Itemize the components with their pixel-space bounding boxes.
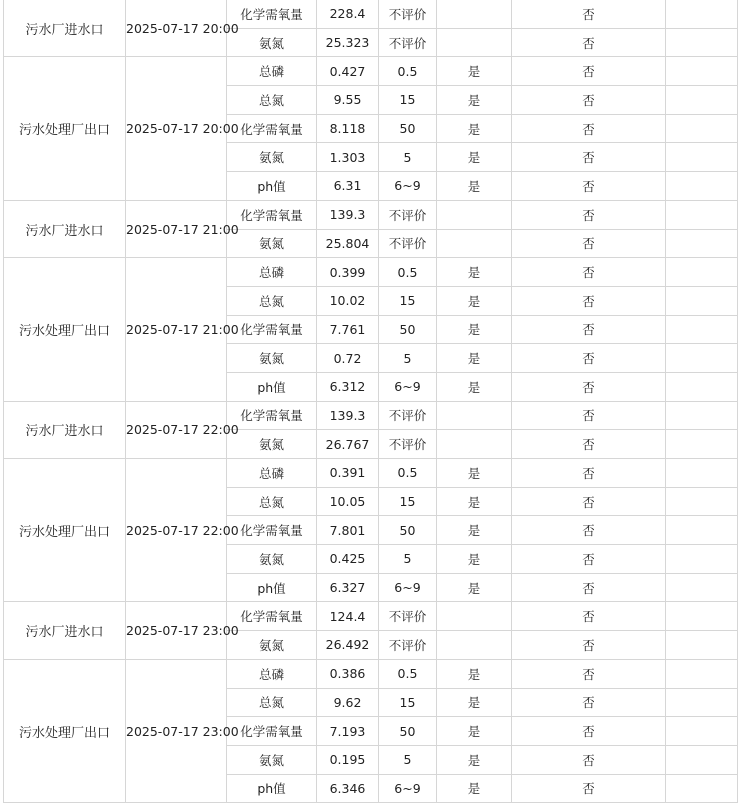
compliance-cell: 是 xyxy=(437,114,512,143)
measured-value-cell: 26.767 xyxy=(317,430,379,459)
standard-limit-cell: 0.5 xyxy=(379,57,437,86)
measured-value-cell: 139.3 xyxy=(317,401,379,430)
measured-value-cell: 6.31 xyxy=(317,172,379,201)
standard-limit-cell: 6~9 xyxy=(379,172,437,201)
pollutant-item-cell: 氨氮 xyxy=(227,545,317,574)
note-cell xyxy=(666,688,738,717)
measured-value-cell: 0.195 xyxy=(317,745,379,774)
standard-limit-cell: 6~9 xyxy=(379,372,437,401)
note-cell xyxy=(666,286,738,315)
compliance-cell: 是 xyxy=(437,86,512,115)
note-cell xyxy=(666,57,738,86)
note-cell xyxy=(666,459,738,488)
note-cell xyxy=(666,659,738,688)
compliance-cell: 是 xyxy=(437,143,512,172)
compliance-cell: 是 xyxy=(437,516,512,545)
exceedance-cell: 否 xyxy=(512,688,666,717)
standard-limit-cell: 15 xyxy=(379,286,437,315)
measured-value-cell: 7.193 xyxy=(317,717,379,746)
standard-limit-cell: 50 xyxy=(379,315,437,344)
note-cell xyxy=(666,114,738,143)
pollutant-item-cell: 总氮 xyxy=(227,688,317,717)
exceedance-cell: 否 xyxy=(512,545,666,574)
pollutant-item-cell: 总氮 xyxy=(227,286,317,315)
compliance-cell: 是 xyxy=(437,487,512,516)
note-cell xyxy=(666,229,738,258)
standard-limit-cell: 5 xyxy=(379,545,437,574)
measured-value-cell: 228.4 xyxy=(317,0,379,28)
monitoring-time-cell: 2025-07-17 22:00 xyxy=(126,459,227,602)
pollutant-item-cell: 氨氮 xyxy=(227,430,317,459)
exceedance-cell: 否 xyxy=(512,86,666,115)
measured-value-cell: 139.3 xyxy=(317,200,379,229)
monitoring-site-cell: 污水厂进水口 xyxy=(4,602,126,659)
note-cell xyxy=(666,143,738,172)
note-cell xyxy=(666,200,738,229)
pollutant-item-cell: 化学需氧量 xyxy=(227,516,317,545)
measured-value-cell: 0.399 xyxy=(317,258,379,287)
pollutant-item-cell: 氨氮 xyxy=(227,745,317,774)
compliance-cell: 是 xyxy=(437,573,512,602)
note-cell xyxy=(666,28,738,57)
exceedance-cell: 否 xyxy=(512,28,666,57)
measured-value-cell: 0.386 xyxy=(317,659,379,688)
exceedance-cell: 否 xyxy=(512,258,666,287)
measured-value-cell: 9.62 xyxy=(317,688,379,717)
measured-value-cell: 6.312 xyxy=(317,372,379,401)
compliance-cell: 是 xyxy=(437,286,512,315)
compliance-cell: 是 xyxy=(437,545,512,574)
pollutant-item-cell: 化学需氧量 xyxy=(227,401,317,430)
compliance-cell: 是 xyxy=(437,372,512,401)
compliance-cell xyxy=(437,28,512,57)
table-row xyxy=(4,459,738,488)
measured-value-cell: 1.303 xyxy=(317,143,379,172)
standard-limit-cell: 不评价 xyxy=(379,28,437,57)
monitoring-site-cell: 污水处理厂出口 xyxy=(4,459,126,602)
pollutant-item-cell: ph值 xyxy=(227,172,317,201)
pollutant-item-cell: 氨氮 xyxy=(227,28,317,57)
pollutant-item-cell: ph值 xyxy=(227,372,317,401)
note-cell xyxy=(666,516,738,545)
standard-limit-cell: 6~9 xyxy=(379,774,437,803)
compliance-cell xyxy=(437,631,512,660)
note-cell xyxy=(666,315,738,344)
monitoring-time-cell: 2025-07-17 23:00 xyxy=(126,602,227,659)
compliance-cell xyxy=(437,401,512,430)
standard-limit-cell: 0.5 xyxy=(379,258,437,287)
measured-value-cell: 25.804 xyxy=(317,229,379,258)
pollutant-item-cell: 化学需氧量 xyxy=(227,114,317,143)
monitoring-time-cell: 2025-07-17 21:00 xyxy=(126,200,227,257)
compliance-cell: 是 xyxy=(437,659,512,688)
compliance-cell: 是 xyxy=(437,344,512,373)
note-cell xyxy=(666,545,738,574)
monitoring-site-cell: 污水处理厂出口 xyxy=(4,258,126,401)
exceedance-cell: 否 xyxy=(512,602,666,631)
compliance-cell: 是 xyxy=(437,688,512,717)
note-cell xyxy=(666,258,738,287)
monitoring-site-cell: 污水厂进水口 xyxy=(4,0,126,57)
standard-limit-cell: 50 xyxy=(379,516,437,545)
measured-value-cell: 25.323 xyxy=(317,28,379,57)
note-cell xyxy=(666,602,738,631)
monitoring-site-cell: 污水处理厂出口 xyxy=(4,57,126,200)
standard-limit-cell: 0.5 xyxy=(379,659,437,688)
pollutant-item-cell: 总磷 xyxy=(227,659,317,688)
measured-value-cell: 0.391 xyxy=(317,459,379,488)
table-row xyxy=(4,602,738,631)
exceedance-cell: 否 xyxy=(512,745,666,774)
exceedance-cell: 否 xyxy=(512,430,666,459)
table-row xyxy=(4,57,738,86)
pollutant-item-cell: 化学需氧量 xyxy=(227,717,317,746)
measured-value-cell: 9.55 xyxy=(317,86,379,115)
measured-value-cell: 26.492 xyxy=(317,631,379,660)
pollutant-item-cell: 氨氮 xyxy=(227,229,317,258)
exceedance-cell: 否 xyxy=(512,0,666,28)
pollutant-item-cell: 总氮 xyxy=(227,86,317,115)
compliance-cell: 是 xyxy=(437,315,512,344)
note-cell xyxy=(666,745,738,774)
monitoring-time-cell: 2025-07-17 23:00 xyxy=(126,659,227,802)
table-row xyxy=(4,200,738,229)
measured-value-cell: 7.761 xyxy=(317,315,379,344)
standard-limit-cell: 0.5 xyxy=(379,459,437,488)
exceedance-cell: 否 xyxy=(512,344,666,373)
compliance-cell xyxy=(437,229,512,258)
pollutant-item-cell: 化学需氧量 xyxy=(227,200,317,229)
exceedance-cell: 否 xyxy=(512,286,666,315)
exceedance-cell: 否 xyxy=(512,516,666,545)
standard-limit-cell: 50 xyxy=(379,717,437,746)
exceedance-cell: 否 xyxy=(512,372,666,401)
pollutant-item-cell: 氨氮 xyxy=(227,631,317,660)
standard-limit-cell: 不评价 xyxy=(379,631,437,660)
exceedance-cell: 否 xyxy=(512,229,666,258)
monitoring-site-cell: 污水厂进水口 xyxy=(4,401,126,458)
standard-limit-cell: 15 xyxy=(379,688,437,717)
exceedance-cell: 否 xyxy=(512,143,666,172)
exceedance-cell: 否 xyxy=(512,114,666,143)
measured-value-cell: 124.4 xyxy=(317,602,379,631)
note-cell xyxy=(666,344,738,373)
compliance-cell: 是 xyxy=(437,172,512,201)
compliance-cell: 是 xyxy=(437,774,512,803)
table-row xyxy=(4,258,738,287)
exceedance-cell: 否 xyxy=(512,573,666,602)
standard-limit-cell: 不评价 xyxy=(379,430,437,459)
standard-limit-cell: 5 xyxy=(379,745,437,774)
pollutant-item-cell: 总氮 xyxy=(227,487,317,516)
exceedance-cell: 否 xyxy=(512,315,666,344)
measured-value-cell: 6.327 xyxy=(317,573,379,602)
standard-limit-cell: 50 xyxy=(379,114,437,143)
monitoring-data-table xyxy=(3,0,738,803)
measured-value-cell: 10.05 xyxy=(317,487,379,516)
standard-limit-cell: 不评价 xyxy=(379,229,437,258)
exceedance-cell: 否 xyxy=(512,57,666,86)
exceedance-cell: 否 xyxy=(512,200,666,229)
standard-limit-cell: 不评价 xyxy=(379,200,437,229)
pollutant-item-cell: 化学需氧量 xyxy=(227,602,317,631)
measured-value-cell: 0.72 xyxy=(317,344,379,373)
table-row xyxy=(4,659,738,688)
note-cell xyxy=(666,631,738,660)
standard-limit-cell: 不评价 xyxy=(379,0,437,28)
table-row xyxy=(4,0,738,28)
exceedance-cell: 否 xyxy=(512,659,666,688)
pollutant-item-cell: ph值 xyxy=(227,573,317,602)
measured-value-cell: 0.425 xyxy=(317,545,379,574)
pollutant-item-cell: 总磷 xyxy=(227,459,317,488)
standard-limit-cell: 不评价 xyxy=(379,401,437,430)
compliance-cell xyxy=(437,430,512,459)
compliance-cell: 是 xyxy=(437,745,512,774)
standard-limit-cell: 5 xyxy=(379,143,437,172)
standard-limit-cell: 15 xyxy=(379,86,437,115)
compliance-cell: 是 xyxy=(437,258,512,287)
note-cell xyxy=(666,0,738,28)
note-cell xyxy=(666,401,738,430)
note-cell xyxy=(666,372,738,401)
pollutant-item-cell: ph值 xyxy=(227,774,317,803)
standard-limit-cell: 15 xyxy=(379,487,437,516)
note-cell xyxy=(666,86,738,115)
pollutant-item-cell: 氨氮 xyxy=(227,344,317,373)
compliance-cell xyxy=(437,602,512,631)
exceedance-cell: 否 xyxy=(512,631,666,660)
note-cell xyxy=(666,573,738,602)
measured-value-cell: 0.427 xyxy=(317,57,379,86)
exceedance-cell: 否 xyxy=(512,717,666,746)
monitoring-time-cell: 2025-07-17 20:00 xyxy=(126,0,227,57)
standard-limit-cell: 5 xyxy=(379,344,437,373)
pollutant-item-cell: 氨氮 xyxy=(227,143,317,172)
standard-limit-cell: 6~9 xyxy=(379,573,437,602)
standard-limit-cell: 不评价 xyxy=(379,602,437,631)
compliance-cell: 是 xyxy=(437,57,512,86)
pollutant-item-cell: 总磷 xyxy=(227,57,317,86)
exceedance-cell: 否 xyxy=(512,487,666,516)
pollutant-item-cell: 总磷 xyxy=(227,258,317,287)
compliance-cell xyxy=(437,0,512,28)
table-body xyxy=(4,0,738,803)
measured-value-cell: 7.801 xyxy=(317,516,379,545)
exceedance-cell: 否 xyxy=(512,401,666,430)
compliance-cell: 是 xyxy=(437,717,512,746)
monitoring-site-cell: 污水处理厂出口 xyxy=(4,659,126,802)
monitoring-site-cell: 污水厂进水口 xyxy=(4,200,126,257)
table-row xyxy=(4,401,738,430)
note-cell xyxy=(666,172,738,201)
exceedance-cell: 否 xyxy=(512,459,666,488)
monitoring-time-cell: 2025-07-17 21:00 xyxy=(126,258,227,401)
measured-value-cell: 10.02 xyxy=(317,286,379,315)
note-cell xyxy=(666,487,738,516)
compliance-cell: 是 xyxy=(437,459,512,488)
measured-value-cell: 8.118 xyxy=(317,114,379,143)
monitoring-time-cell: 2025-07-17 22:00 xyxy=(126,401,227,458)
monitoring-time-cell: 2025-07-17 20:00 xyxy=(126,57,227,200)
exceedance-cell: 否 xyxy=(512,774,666,803)
exceedance-cell: 否 xyxy=(512,172,666,201)
compliance-cell xyxy=(437,200,512,229)
pollutant-item-cell: 化学需氧量 xyxy=(227,0,317,28)
measured-value-cell: 6.346 xyxy=(317,774,379,803)
note-cell xyxy=(666,430,738,459)
note-cell xyxy=(666,717,738,746)
note-cell xyxy=(666,774,738,803)
pollutant-item-cell: 化学需氧量 xyxy=(227,315,317,344)
